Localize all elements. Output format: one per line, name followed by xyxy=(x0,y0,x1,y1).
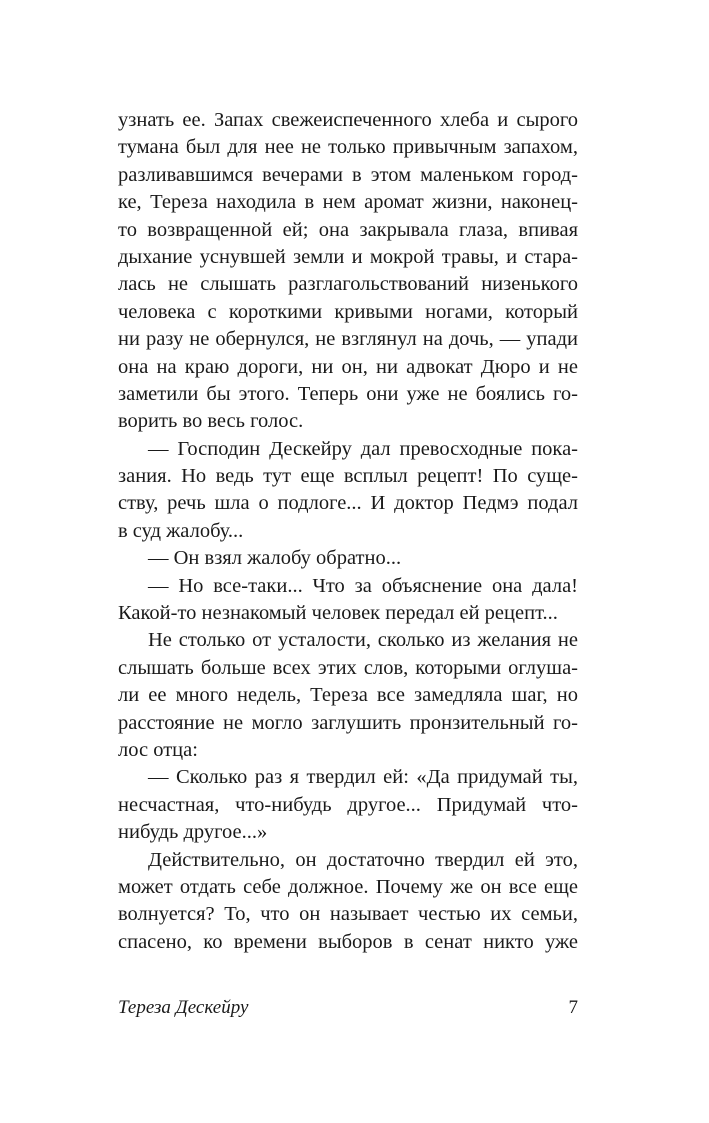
text-line: расстояние не могло заглушить пронзительный го- xyxy=(118,711,578,734)
text-line: тумана был для нее не только привычным запахом, xyxy=(118,136,578,159)
text-line: ке, Тереза находила в нем аромат жизни, наконец- xyxy=(118,191,578,214)
text-line: Не столько от усталости, сколько из желания не xyxy=(148,629,578,652)
text-line: спасено, ко времени выборов в сенат никто уже xyxy=(118,930,578,953)
text-line: заметили бы этого. Теперь они уже не боялись го- xyxy=(118,382,578,405)
text-line: — Сколько раз я твердил ей: «Да придумай ты, xyxy=(148,766,578,789)
text-line: лос отца: xyxy=(118,738,198,761)
text-line: Какой-то незнакомый человек передал ей рецепт... xyxy=(118,602,558,625)
text-line: дыхание уснувшей земли и мокрой травы, и стара- xyxy=(118,245,578,268)
body-text xyxy=(118,107,578,956)
text-line: ни разу не обернулся, не взглянул на дочь, — упади xyxy=(118,328,578,351)
running-title: Тереза Дескейру xyxy=(118,997,249,1018)
text-line: то возвращенной ей; она закрывала глаза, впивая xyxy=(118,218,578,241)
text-line: лась не слышать разглагольствований низенького xyxy=(118,273,578,296)
text-line: волнуется? То, что он называет честью их семьи, xyxy=(118,903,578,926)
text-line: разливавшимся вечерами в этом маленьком город- xyxy=(118,163,578,186)
text-line: может отдать себе должное. Почему же он все еще xyxy=(118,875,578,898)
text-line: ворить во весь голос. xyxy=(118,410,304,433)
page-footer xyxy=(118,997,578,1023)
text-line: несчастная, что-нибудь другое... Придумай что- xyxy=(118,793,578,816)
text-line: нибудь другое...» xyxy=(118,821,268,844)
text-line: зания. Но ведь тут еще всплыл рецепт! По суще- xyxy=(118,465,578,488)
text-line: — Он взял жалобу обратно... xyxy=(148,547,402,570)
text-line: человека с короткими кривыми ногами, который xyxy=(118,300,578,323)
text-line: — Господин Дескейру дал превосходные пока- xyxy=(148,437,578,460)
page-number: 7 xyxy=(568,997,578,1018)
text-line: слышать больше всех этих слов, которыми оглуша- xyxy=(118,656,578,679)
text-line: в суд жалобу... xyxy=(118,519,244,542)
text-line: — Но все-таки... Что за объяснение она дала! xyxy=(148,574,578,597)
text-line: узнать ее. Запах свежеиспеченного хлеба и сырого xyxy=(118,109,578,131)
text-line: ству, речь шла о подлоге... И доктор Педмэ подал xyxy=(118,492,578,515)
text-line: ли ее много недель, Тереза все замедляла шаг, но xyxy=(118,684,578,707)
text-line: она на краю дороги, ни он, ни адвокат Дюро и не xyxy=(118,355,578,378)
text-line: Действительно, он достаточно твердил ей это, xyxy=(148,848,578,871)
